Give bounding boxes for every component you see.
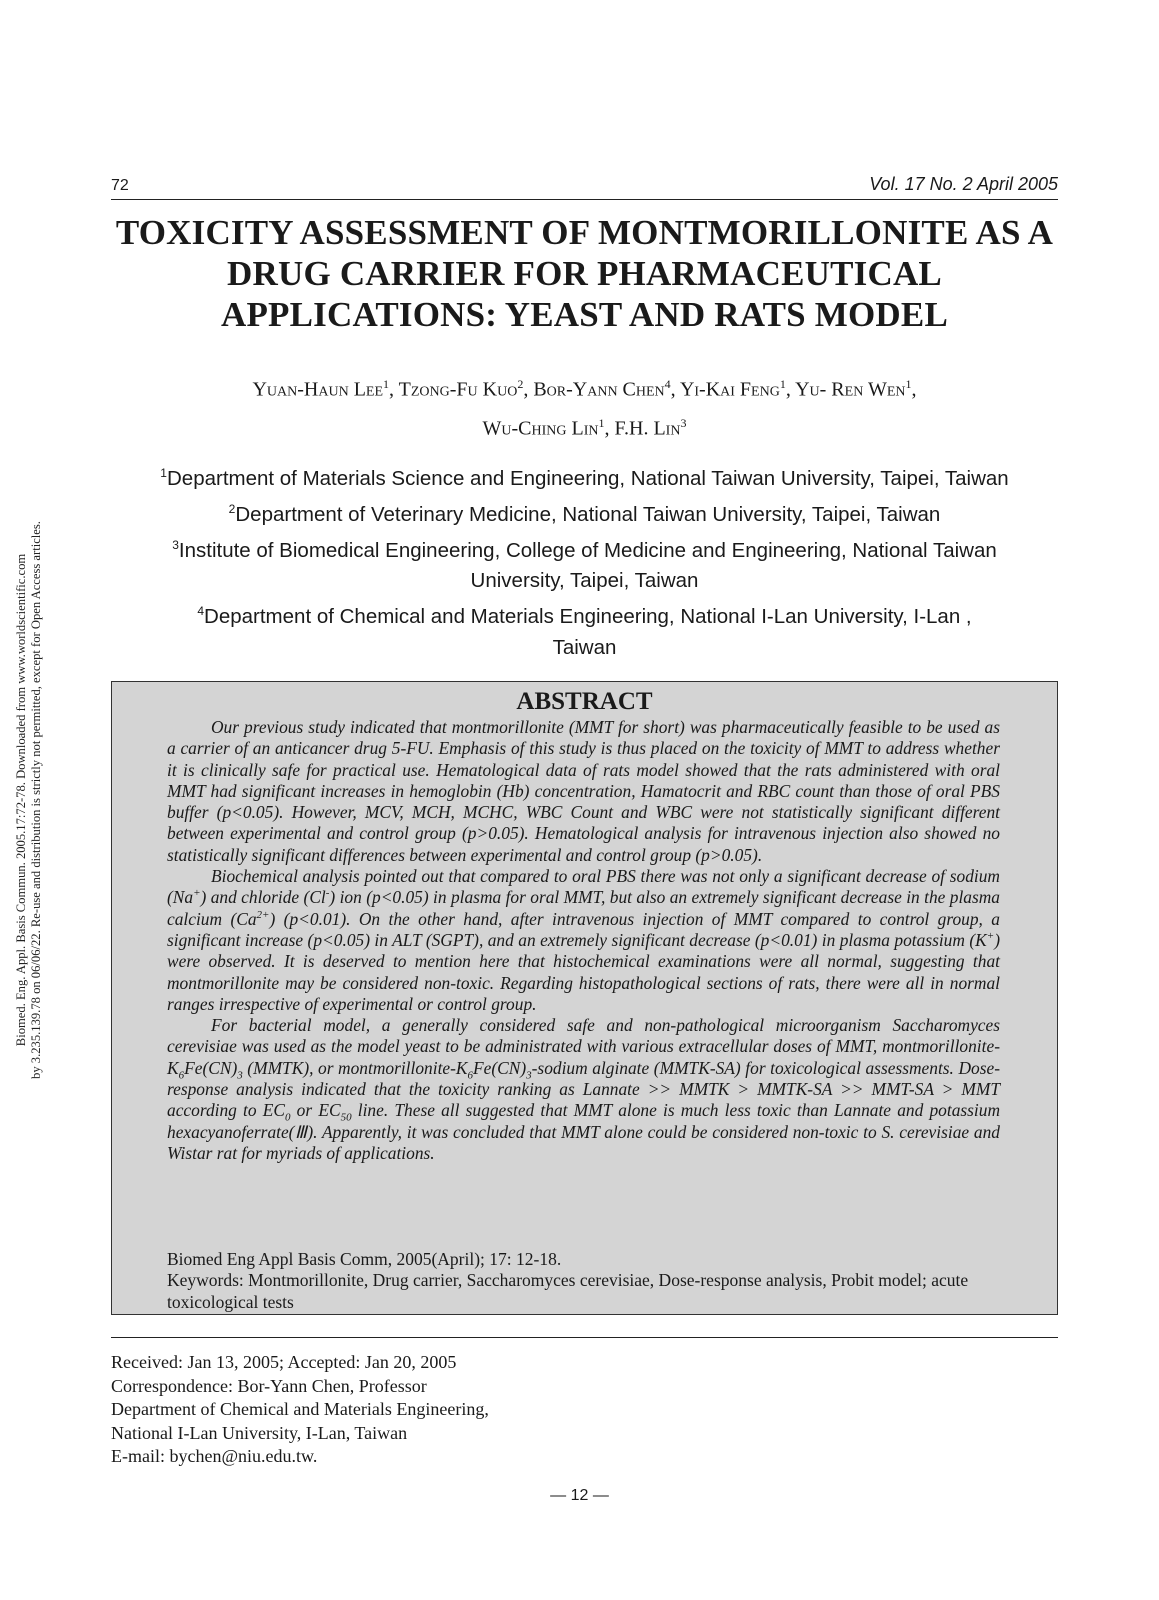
volume-issue: Vol. 17 No. 2 April 2005 (869, 174, 1058, 194)
superscript: + (193, 887, 201, 900)
affiliation-list (111, 458, 1058, 663)
abstract-paragraph-3 (167, 1015, 1000, 1164)
affiliation-text: Department of Materials Science and Engineering, National Taiwan University, Taipei, Taiwan (166, 466, 1009, 490)
author-name: Yuan-Haun Lee (252, 378, 384, 401)
affiliation-3 (111, 530, 1058, 597)
affiliation-mark: 2 (228, 501, 236, 516)
affiliation-mark: 3 (172, 537, 179, 552)
author-separator: , (523, 378, 534, 401)
correspondence-email: E-mail: bychen@niu.edu.tw. (111, 1446, 318, 1466)
text-run: ) (p<0.01). On the other hand, after intravenous injection of MMT compared to control group, a significant increase (p<0.05) in ALT (SGPT), and an extremely significant decrease (p<0.01) in plasma potassium (K (167, 908, 1000, 950)
affiliation-text: Department of Chemical and Materials Engineering, National I-Lan University, I-Lan , Taiwan (204, 605, 972, 660)
subscript: 0 (285, 1111, 291, 1124)
author-name: Yi-Kai Feng (679, 378, 780, 401)
correspondence-author: Correspondence: Bor-Yann Chen, Professor (111, 1375, 427, 1396)
affiliation-mark: 1 (160, 466, 167, 480)
correspondence-department: Department of Chemical and Materials Engineering, (111, 1399, 489, 1419)
citation-block (167, 1249, 1000, 1313)
text-run: Biochemical analysis pointed out that compared to oral PBS there was not only a significant decrease of sodium (Na (167, 866, 1000, 908)
abstract-heading: ABSTRACT (516, 688, 653, 715)
download-notice-line-1: Biomed. Eng. Appl. Basis Commun. 2005.17:72-78. Downloaded from www.worldscientific.com (14, 553, 28, 1047)
text-run: or EC (290, 1100, 341, 1121)
correspondence-university: National I-Lan University, I-Lan, Taiwan (111, 1422, 408, 1443)
journal-citation: Biomed Eng Appl Basis Comm, 2005(April); 17: 12-18. (167, 1249, 562, 1269)
author-separator: , (604, 417, 615, 440)
superscript: + (986, 930, 995, 943)
download-notice (6, 455, 52, 1145)
text-run: ) ion (p<0.05) in plasma for oral MMT, but also an extremely significant decrease in the plasma calcium (Ca (167, 887, 1000, 929)
author-mark: 1 (383, 377, 390, 391)
title-line-2: DRUG CARRIER FOR PHARMACEUTICAL (227, 254, 942, 293)
subscript: 3 (526, 1069, 532, 1082)
affiliation-text: Institute of Biomedical Engineering, College of Medicine and Engineering, National Taiwan University, Taipei, Taiwan (178, 538, 997, 593)
author-mark: 2 (517, 377, 524, 391)
affiliation-text: Department of Veterinary Medicine, National Taiwan University, Taipei, Taiwan (235, 502, 941, 526)
download-notice-line-2: by 3.235.139.78 on 06/06/22. Re-use and distribution is strictly not permitted, except for Open Access articles. (29, 521, 43, 1079)
subscript: 50 (340, 1111, 352, 1124)
abstract-paragraph-1: Our previous study indicated that montmorillonite (MMT for short) was pharmaceutically feasible to be used as a carrier of an anticancer drug 5-FU. Emphasis of this study is thus placed on the toxicity of MMT to address whether it is clinically safe for practical use. Hematological data of rats model showed that the rats administered with oral MMT had significant increases in hemoglobin (Hb) concentration, Hamatocrit and RBC count than those of oral PBS buffer (p<0.05). However, MCV, MCH, MCHC, WBC Count and WBC were not statistically significant different between experimental and control group (p>0.05). Hematological analysis for intravenous injection also showed no statistically significant differences between experimental and control group (p>0.05). (167, 717, 1000, 865)
abstract-paragraph-2 (167, 866, 1000, 1015)
author-mark: 4 (664, 377, 671, 391)
author-mark: 1 (598, 415, 605, 430)
text-run: line. These all suggested that MMT alone is much less toxic than Lannate and potassium hexacyanoferrate(Ⅲ). Apparently, it was concluded that MMT alone could be considered non-toxic to S. cerevisiae and Wistar rat for myriads of applications. (167, 1100, 1001, 1163)
author-separator: , (911, 378, 917, 401)
text-run: (MMTK), or montmorillonite-K (242, 1057, 468, 1078)
affiliation-2 (111, 494, 1058, 530)
subscript: 3 (237, 1069, 243, 1082)
correspondence-footnote (111, 1351, 711, 1469)
title-line-3: APPLICATIONS: YEAST AND RATS MODEL (220, 295, 948, 334)
keywords: Keywords: Montmorillonite, Drug carrier, Saccharomyces cerevisiae, Dose-response analysis, Probit model; acute toxicological tests (167, 1270, 969, 1312)
affiliation-1 (111, 458, 1058, 494)
paper-title (111, 212, 1058, 335)
text-run: -sodium alginate (MMTK-SA) for toxicological assessments. Dose-response analysis indicated that the toxicity ranking as Lannate >> MMTK > MMTK-SA >> MMT-SA > MMT according to EC (167, 1057, 1000, 1121)
affiliation-mark: 4 (197, 604, 205, 619)
author-name: Wu-Ching Lin (482, 417, 599, 440)
author-mark: 1 (779, 377, 786, 391)
received-dates: Received: Jan 13, 2005; Accepted: Jan 20, 2005 (111, 1352, 457, 1372)
text-run: Fe(CN) (184, 1057, 238, 1078)
superscript: 2+ (256, 908, 270, 921)
abstract-box (111, 681, 1058, 1315)
author-name: Tzong-Fu Kuo (398, 378, 518, 401)
author-mark: 3 (680, 415, 687, 430)
text-run: Fe(CN) (473, 1057, 527, 1078)
author-separator: , (670, 378, 680, 401)
title-line-1: TOXICITY ASSESSMENT OF MONTMORILLONITE AS A (115, 213, 1054, 252)
author-name: Bor-Yann Chen (533, 378, 665, 401)
author-mark: 1 (905, 377, 912, 391)
running-head (111, 173, 1058, 200)
affiliation-4 (111, 596, 1058, 663)
superscript: - (325, 887, 330, 900)
text-run: For bacterial model, a generally considered safe and non-pathological microorganism Saccharomyces cerevisiae was used as the model yeast to be administrated with various extracellular doses of MMT, montmorillonite-K (167, 1015, 1000, 1078)
author-name: F.H. Lin (614, 417, 681, 440)
author-line-1 (111, 368, 1058, 407)
subscript: 6 (178, 1069, 185, 1082)
folio-page-number: — 12 — (550, 1487, 609, 1504)
author-list (111, 368, 1058, 445)
author-separator: , (785, 378, 796, 401)
author-line-2 (111, 407, 1058, 446)
subscript: 6 (467, 1069, 474, 1082)
text-run: ) and chloride (Cl (200, 887, 326, 908)
author-name: Yu- Ren Wen (795, 378, 906, 401)
author-separator: , (389, 378, 399, 401)
footnote-rule (111, 1337, 1058, 1338)
page-number: 72 (111, 177, 129, 194)
text-run: ) were observed. It is deserved to mention here that histochemical examinations were all normal, suggesting that montmorillonite may be considered non-toxic. Regarding histopathological sections of rats, there were all in normal ranges irrespective of experimental or control group. (167, 929, 1000, 1014)
abstract-body (167, 717, 1000, 1164)
